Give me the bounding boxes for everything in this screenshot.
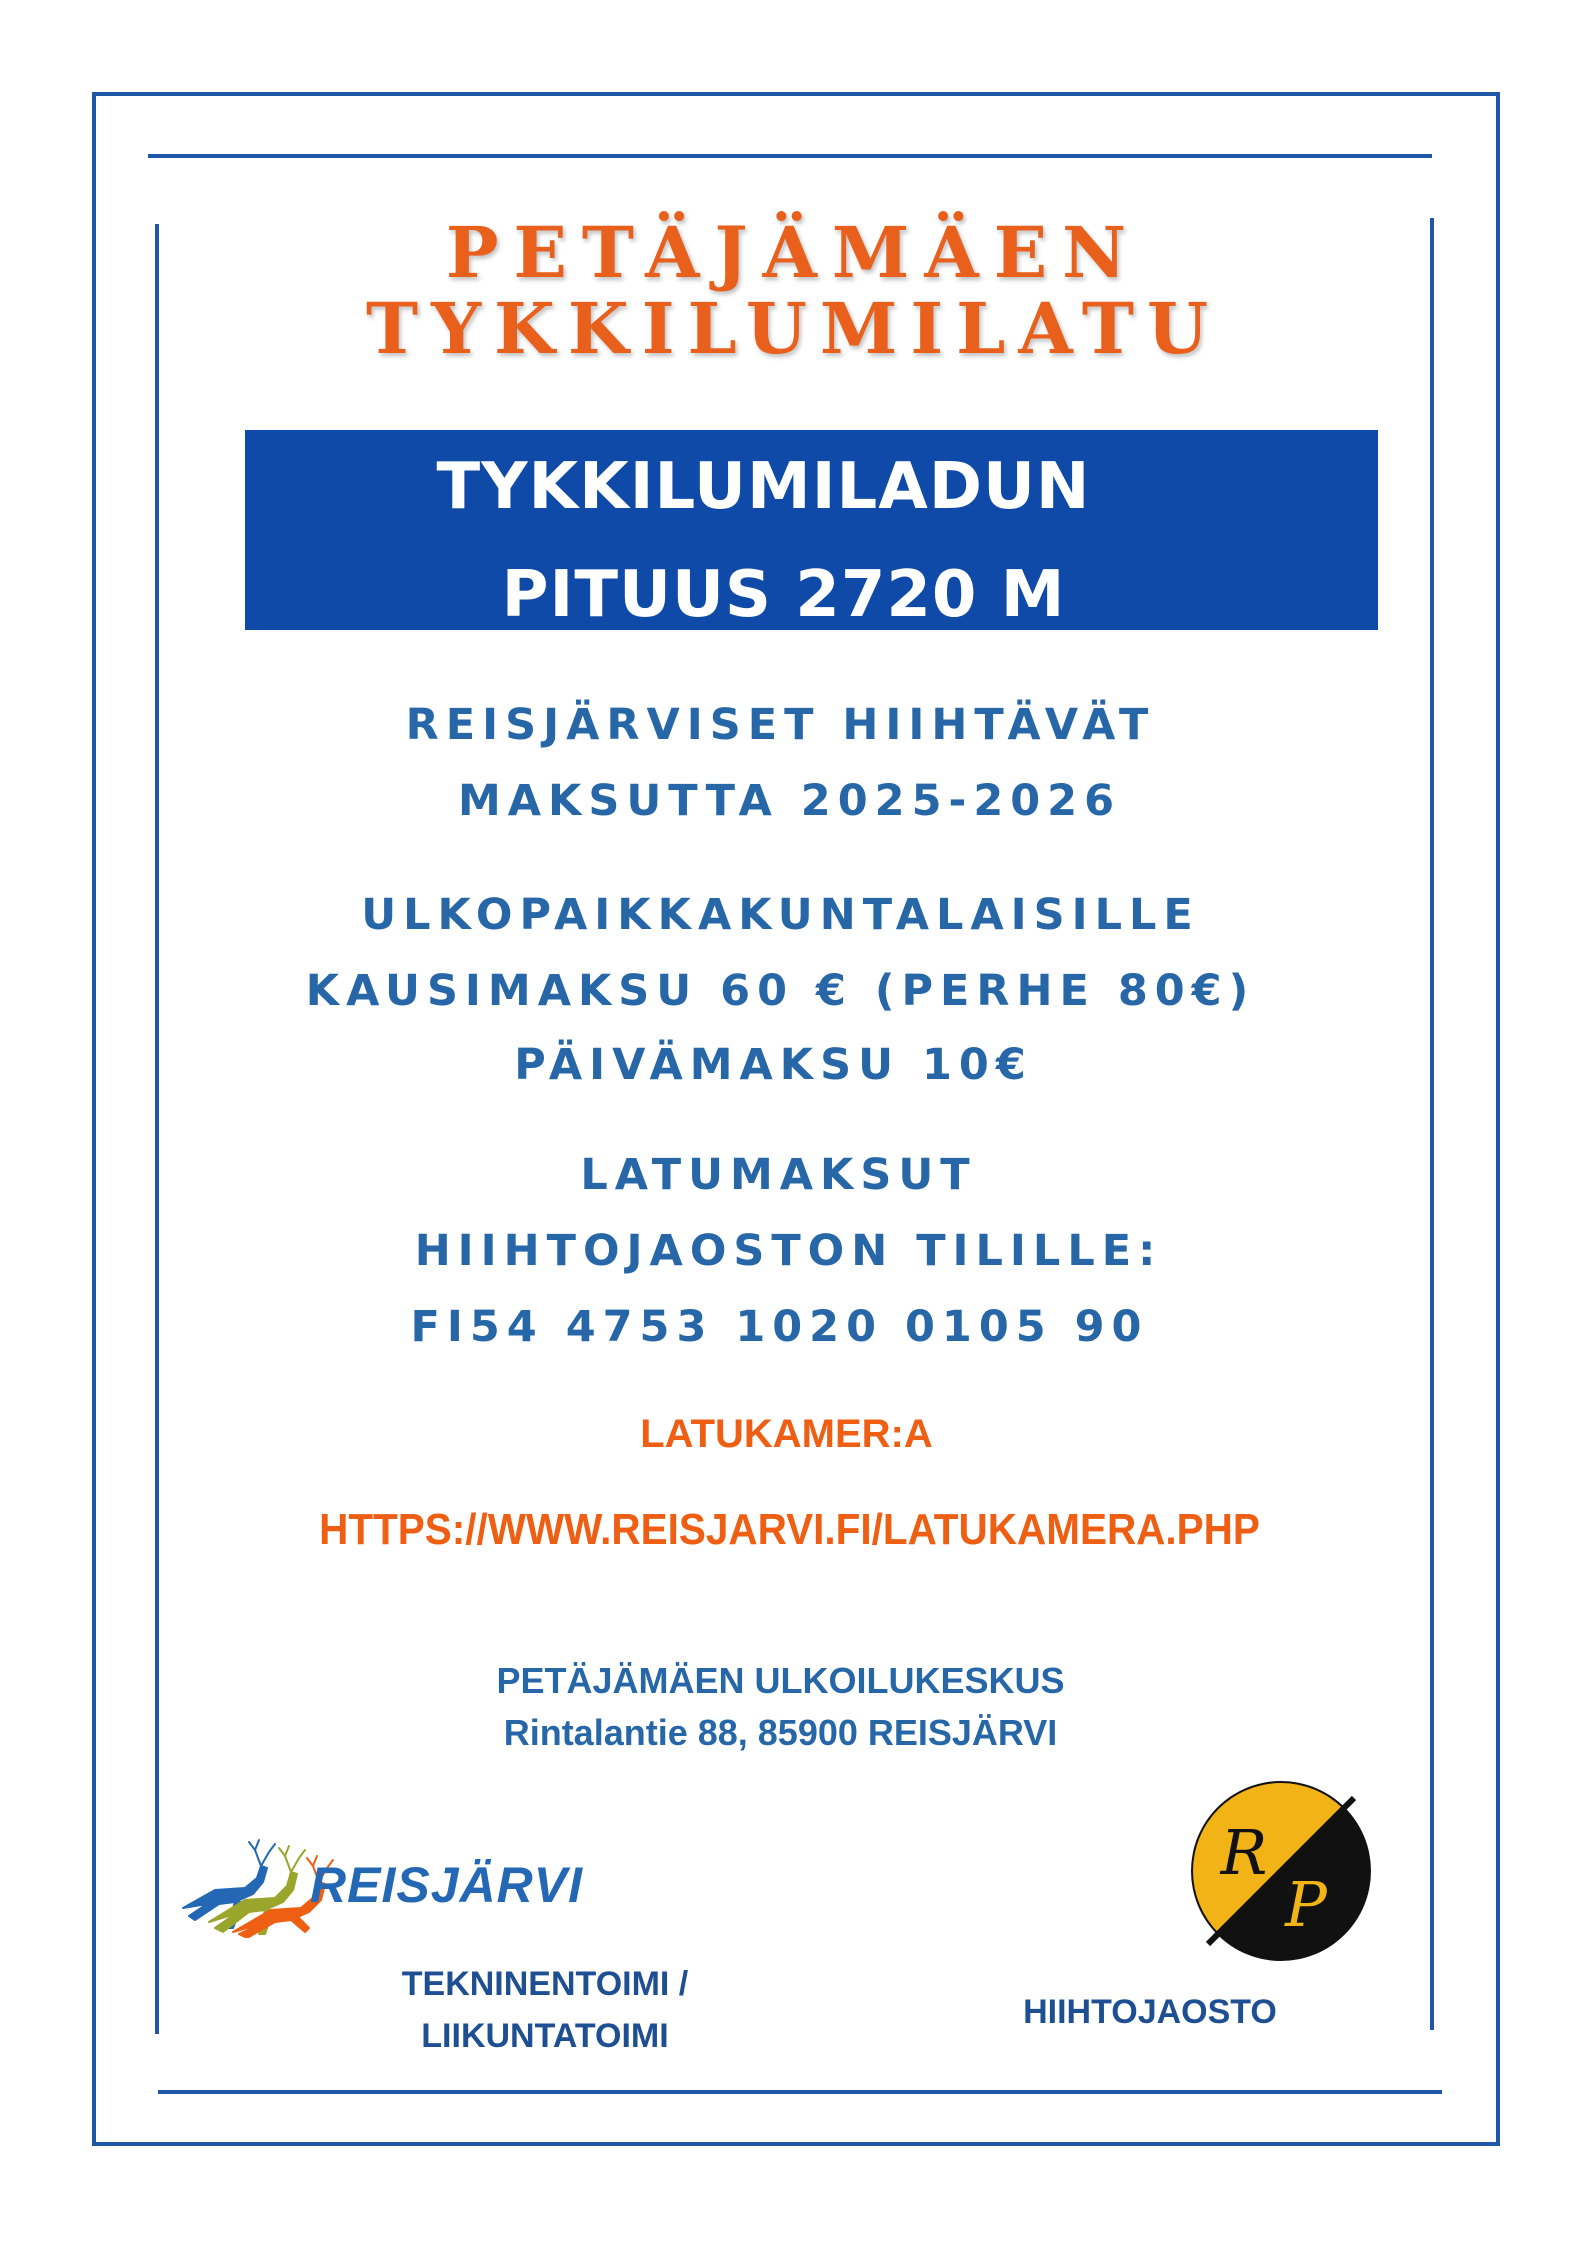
address-name: PETÄJÄMÄEN ULKOILUKESKUS	[496, 1660, 1065, 1701]
reisjarvi-wordmark: REISJÄRVI	[310, 1857, 583, 1913]
fees-line-1: ULKOPAIKKAKUNTALAISILLE	[361, 890, 1200, 940]
payment-line-2: HIIHTOJAOSTON TILILLE:	[414, 1226, 1163, 1276]
left-dept-line-1: TEKNINENTOIMI /	[401, 1965, 689, 2003]
free-skiing-line-2: MAKSUTTA 2025-2026	[457, 776, 1122, 826]
payment-line-1: LATUMAKSUT	[580, 1150, 977, 1200]
poster-title-line-1: PETÄJÄMÄEN	[445, 211, 1142, 294]
rp-letter-r: R	[1220, 1816, 1268, 1889]
banner-line-1: TYKKILUMILADUN	[436, 450, 1091, 524]
address-street: Rintalantie 88, 85900 REISJÄRVI	[503, 1712, 1058, 1753]
right-dept-label: HIIHTOJAOSTO	[1023, 1993, 1277, 2031]
payment-account-number: FI54 4753 1020 0105 90	[410, 1302, 1149, 1352]
left-dept-line-2: LIIKUNTATOIMI	[421, 2017, 669, 2055]
camera-label: LATUKAMER:A	[640, 1412, 933, 1456]
fees-line-2: KAUSIMAKSU 60 € (PERHE 80€)	[305, 966, 1256, 1016]
banner-line-2: PITUUS 2720 M	[501, 558, 1066, 632]
rp-letter-p: P	[1285, 1868, 1327, 1941]
free-skiing-line-1: REISJÄRVISET HIIHTÄVÄT	[405, 700, 1156, 750]
top-rule	[148, 154, 1432, 158]
rp-circle-logo-icon	[1186, 1776, 1376, 1966]
camera-link[interactable]: HTTPS://WWW.REISJARVI.FI/LATUKAMERA.PHP	[319, 1505, 1260, 1554]
fees-line-3: PÄIVÄMAKSU 10€	[514, 1040, 1033, 1090]
poster-title-line-2: TYKKILUMILATU	[366, 287, 1221, 370]
bottom-rule	[158, 2090, 1442, 2094]
